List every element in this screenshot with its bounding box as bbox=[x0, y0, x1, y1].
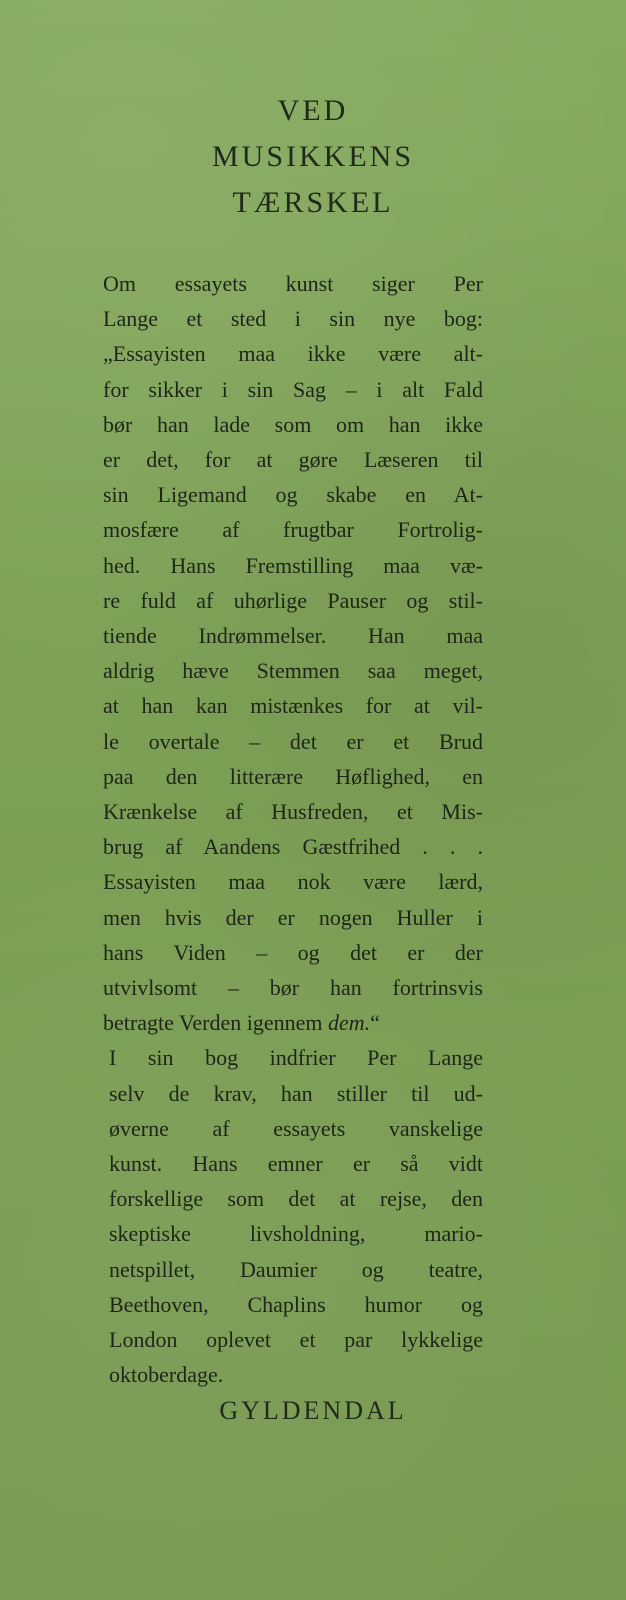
blurb-line: øverne af essayets vanskelige bbox=[109, 1115, 483, 1141]
blurb-line: Om essayets kunst siger Per bbox=[103, 271, 483, 296]
blurb-line: I sin bog indfrier Per Lange bbox=[109, 1045, 483, 1071]
publisher-name: GYLDENDAL bbox=[219, 1396, 407, 1425]
blurb-line: hed. Hans Fremstilling maa væ- bbox=[103, 552, 483, 578]
blurb-line: selv de krav, han stiller til ud- bbox=[109, 1080, 483, 1106]
blurb-line-last: oktoberdage. bbox=[109, 1362, 224, 1388]
blurb-line: Essayisten maa nok være lærd, bbox=[103, 869, 483, 895]
emphasized-word: dem. bbox=[328, 1010, 371, 1036]
blurb-line: skeptiske livsholdning, mario- bbox=[109, 1221, 483, 1247]
blurb-line: mosfære af frugtbar Fortrolig- bbox=[103, 517, 483, 543]
title-line-3: TÆRSKEL bbox=[232, 186, 394, 219]
blurb-line: le overtale – det er et Brud bbox=[103, 728, 483, 754]
title-line-2: MUSIKKENS bbox=[211, 140, 415, 173]
blurb-line: forskellige som det at rejse, den bbox=[109, 1186, 483, 1212]
blurb-text-fragment: betragte Verden igennem bbox=[103, 1010, 329, 1036]
blurb-paragraph-1 bbox=[103, 266, 483, 1040]
blurb-line: Beethoven, Chaplins humor og bbox=[109, 1291, 483, 1317]
book-title bbox=[0, 88, 626, 226]
blurb-line: re fuld af uhørlige Pauser og stil- bbox=[103, 587, 483, 613]
blurb-line: Krænkelse af Husfreden, et Mis- bbox=[103, 799, 483, 825]
title-line-1: VED bbox=[277, 94, 349, 127]
blurb-line: men hvis der er nogen Huller i bbox=[103, 904, 483, 930]
blurb-line: London oplevet et par lykkelige bbox=[109, 1327, 483, 1353]
blurb-line: paa den litterære Høflighed, en bbox=[103, 763, 483, 789]
blurb-line: at han kan mistænkes for at vil- bbox=[103, 693, 483, 719]
blurb-line: tiende Indrømmelser. Han maa bbox=[103, 623, 483, 649]
blurb-paragraph-2 bbox=[103, 1040, 483, 1392]
blurb-line: netspillet, Daumier og teatre, bbox=[109, 1256, 483, 1282]
blurb-line: er det, for at gøre Læseren til bbox=[103, 447, 483, 473]
blurb-line: hans Viden – og det er der bbox=[103, 939, 483, 965]
closing-quote: “ bbox=[370, 1010, 380, 1036]
blurb-line: bør han lade som om han ikke bbox=[103, 411, 483, 437]
blurb-line: „Essayisten maa ikke være alt- bbox=[103, 341, 483, 367]
blurb-line-last bbox=[103, 1005, 483, 1040]
blurb-line: kunst. Hans emner er så vidt bbox=[109, 1151, 483, 1177]
blurb-text bbox=[103, 266, 483, 1393]
blurb-line: for sikker i sin Sag – i alt Fald bbox=[103, 376, 483, 402]
blurb-line: aldrig hæve Stemmen saa meget, bbox=[103, 658, 483, 684]
blurb-line: Lange et sted i sin nye bog: bbox=[103, 306, 483, 332]
blurb-line: brug af Aandens Gæstfrihed . . . bbox=[103, 834, 483, 860]
blurb-line: sin Ligemand og skabe en At- bbox=[103, 482, 483, 508]
blurb-line: utvivlsomt – bør han fortrinsvis bbox=[103, 975, 483, 1001]
